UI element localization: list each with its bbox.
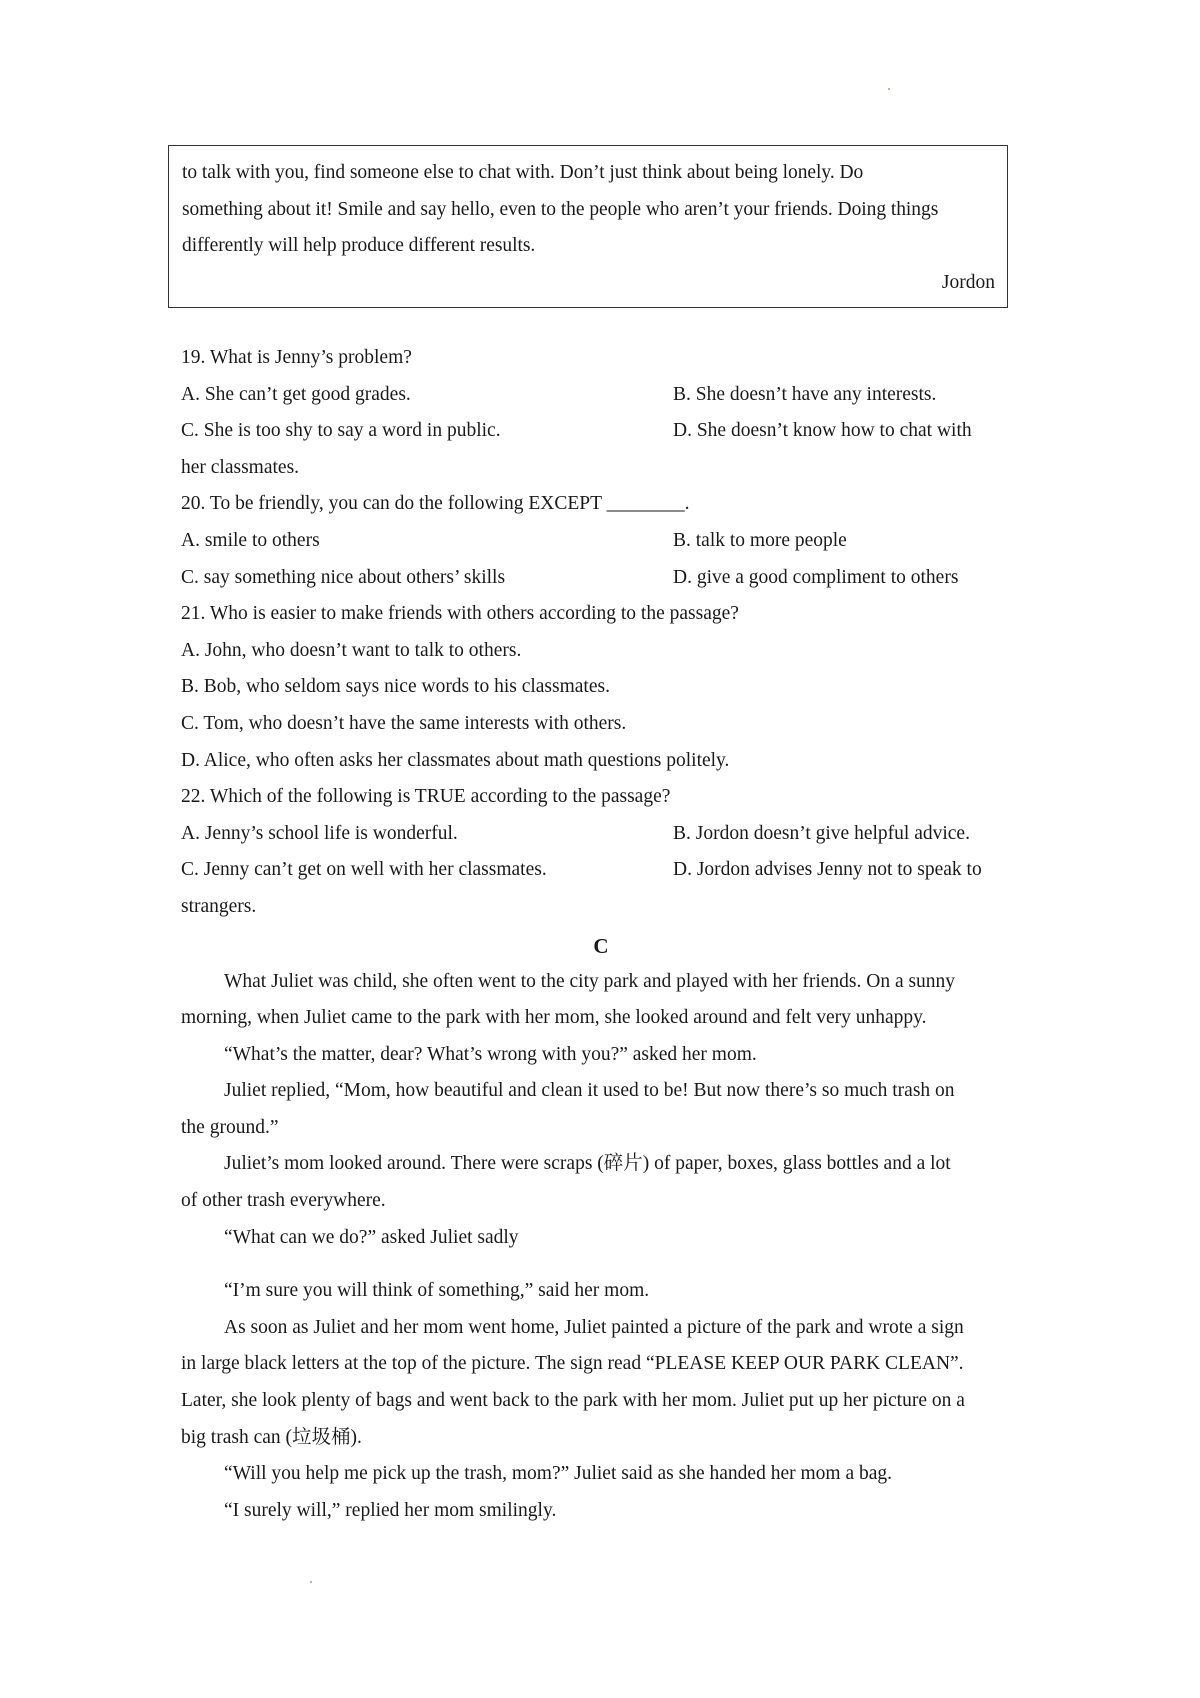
passage-line: “I surely will,” replied her mom smilingly. [224,1499,557,1521]
letter-line: to talk with you, find someone else to chat with. Don’t just think about being lonely. Do [182,162,864,183]
option-row [181,852,1021,889]
option-a[interactable]: A. Jenny’s school life is wonderful. [181,822,458,844]
question-20 [181,486,1021,596]
letter-line: differently will help produce different results. [182,235,536,256]
option-c[interactable]: C. Tom, who doesn’t have the same interests with others. [181,712,627,734]
passage-line: in large black letters at the top of the picture. The sign read “PLEASE KEEP OUR PARK CLEAN”. [181,1353,964,1375]
passage-line: Juliet replied, “Mom, how beautiful and clean it used to be! But now there’s so much trash on [224,1080,955,1102]
paragraph-gap [181,1256,1021,1273]
option-a[interactable]: A. smile to others [181,529,320,551]
question-22 [181,779,1021,925]
letter-line: something about it! Smile and say hello, even to the people who aren’t your friends. Doing things [182,198,939,220]
option-c[interactable]: C. She is too shy to say a word in public. [181,420,501,442]
letter-excerpt-box [168,145,1008,308]
option-a[interactable]: A. She can’t get good grades. [181,383,411,405]
section-c-heading: C [593,933,609,958]
question-stem: 19. What is Jenny’s problem? [181,347,412,368]
passage-line: morning, when Juliet came to the park with her mom, she looked around and felt very unhappy. [181,1007,927,1029]
section-c-passage [181,964,1021,1530]
option-d[interactable]: D. Jordon advises Jenny not to speak to [673,859,982,881]
passage-line: “Will you help me pick up the trash, mom?” Juliet said as she handed her mom a bag. [224,1463,892,1485]
passage-line: “I’m sure you will think of something,” said her mom. [224,1280,650,1302]
option-b[interactable]: B. Bob, who seldom says nice words to his classmates. [181,676,610,698]
option-d[interactable]: D. Alice, who often asks her classmates about math questions politely. [181,749,730,771]
option-a[interactable]: A. John, who doesn’t want to talk to others. [181,639,522,661]
question-19 [181,340,1021,486]
passage-line: “What can we do?” asked Juliet sadly [224,1226,519,1248]
questions-and-passage [181,340,1021,1529]
question-stem: 21. Who is easier to make friends with others according to the passage? [181,603,739,625]
passage-line: “What’s the matter, dear? What’s wrong with you?” asked her mom. [224,1043,757,1065]
passage-line: Juliet’s mom looked around. There were scraps (碎片) of paper, boxes, glass bottles and a lot [224,1153,951,1175]
passage-line: of other trash everywhere. [181,1190,386,1212]
option-d-continued: strangers. [181,895,257,917]
passage-line: What Juliet was child, she often went to the city park and played with her friends. On a sunny [224,970,956,992]
question-stem: 22. Which of the following is TRUE according to the passage? [181,786,671,808]
option-b[interactable]: B. Jordon doesn’t give helpful advice. [673,822,970,844]
passage-line: the ground.” [181,1116,279,1138]
option-d[interactable]: D. give a good compliment to others [673,566,959,588]
option-row [181,560,1021,597]
passage-line: big trash can (垃圾桶). [181,1426,362,1448]
option-row [181,816,1021,853]
option-row [181,413,1021,450]
question-stem: 20. To be friendly, you can do the following EXCEPT ________. [181,493,690,515]
scan-speck-bottom [310,1581,312,1583]
scan-speck-top [888,88,890,90]
option-d[interactable]: D. She doesn’t know how to chat with [673,420,972,442]
question-21 [181,596,1021,779]
option-row [181,377,1021,414]
option-b[interactable]: B. talk to more people [673,529,847,551]
option-c[interactable]: C. say something nice about others’ skills [181,566,506,588]
passage-line: As soon as Juliet and her mom went home, Juliet painted a picture of the park and wrote a sign [224,1316,964,1338]
option-c[interactable]: C. Jenny can’t get on well with her classmates. [181,859,547,881]
option-row [181,523,1021,560]
option-b[interactable]: B. She doesn’t have any interests. [673,383,937,405]
option-d-continued: her classmates. [181,456,300,478]
passage-line: Later, she look plenty of bags and went back to the park with her mom. Juliet put up her picture on a [181,1390,965,1412]
letter-signature: Jordon [941,271,995,293]
